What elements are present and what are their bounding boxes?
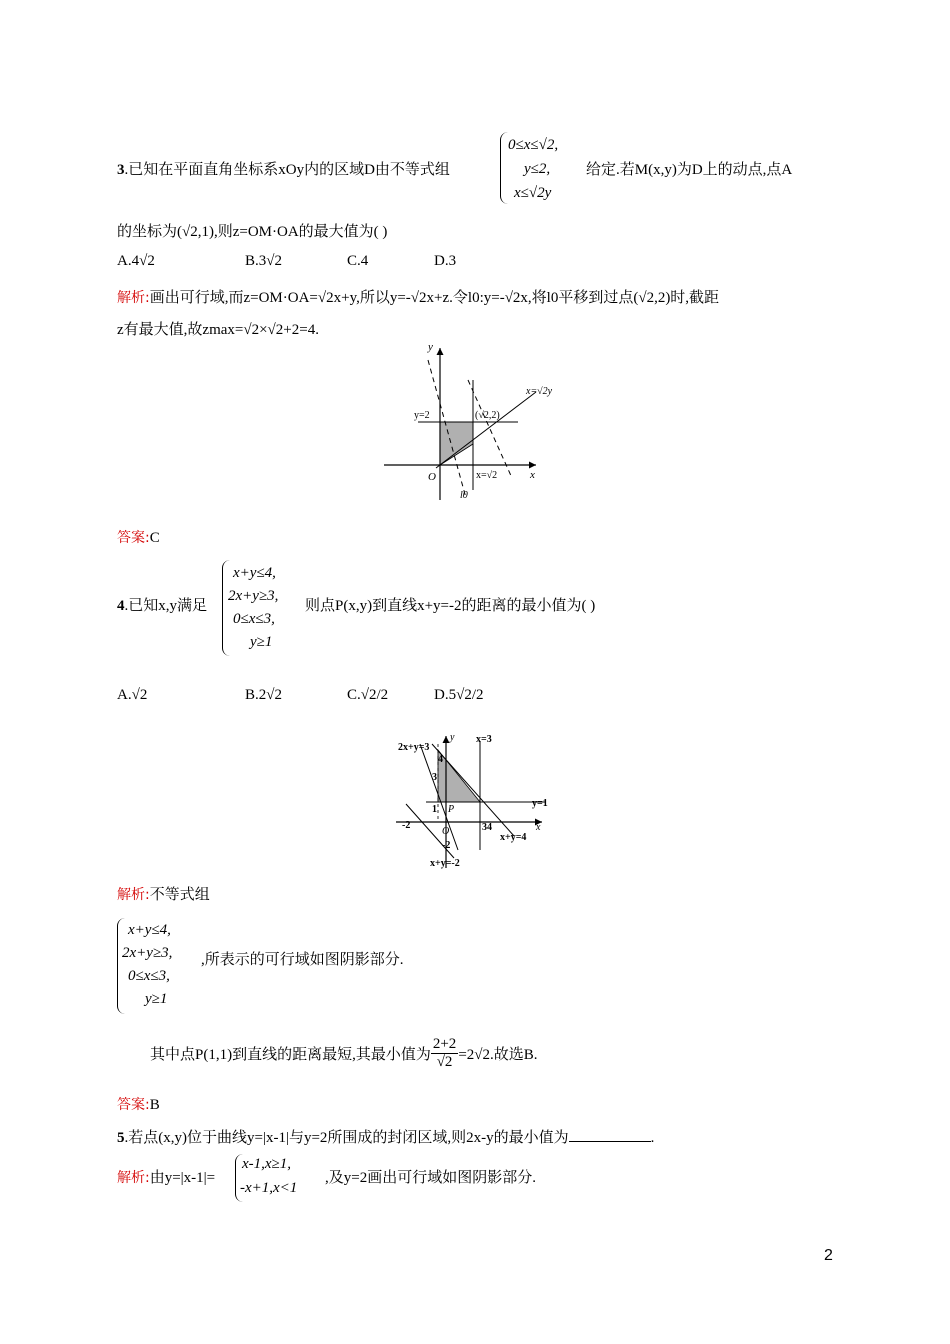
q4-analysis-row-3: 0≤x≤3,: [128, 968, 170, 984]
q4-analysis-line-3a: 其中点P(1,1)到直线的距离最短,其最小值为: [150, 1047, 431, 1063]
q3-option-a: A.4√2: [117, 253, 155, 269]
q4-option-a: A.√2: [117, 687, 148, 703]
q4-graph: [396, 730, 571, 870]
q4-answer: [117, 1094, 160, 1114]
page-number: 2: [824, 1247, 833, 1264]
q4-graph-label-y: y: [450, 732, 455, 743]
q3-graph-x-axis-label: x: [530, 469, 535, 481]
q4-graph-label-P: P: [448, 804, 455, 815]
q4-analysis-line-3: [150, 1036, 538, 1071]
q3-system-row-2: y≤2,: [524, 161, 551, 177]
q3-system-row-1: 0≤x≤√2,: [508, 137, 559, 153]
q4-stem-text-1: .已知x,y满足: [124, 598, 208, 614]
q3-option-b: B.3√2: [245, 253, 282, 269]
q3-answer: [117, 527, 160, 547]
q5-analysis-a: 由y=|x-1|=: [149, 1170, 216, 1186]
q4-analysis: [117, 883, 210, 904]
q3-analysis-label: 解析:: [117, 290, 150, 306]
q3-graph-point-label: (√2,2): [475, 410, 500, 421]
q4-number: 4: [117, 598, 125, 614]
q4-analysis-after: ,所表示的可行域如图阴影部分.: [201, 952, 404, 968]
q3-option-d: D.3: [434, 253, 457, 269]
q3-analysis: [117, 286, 719, 307]
q4-graph-label-x: x: [536, 822, 541, 833]
q5-number: 5: [117, 1130, 125, 1146]
q4-answer-value: B: [149, 1097, 160, 1113]
q4-option-b: B.2√2: [245, 687, 282, 703]
q4-graph-label-l2: x+y=4: [500, 832, 527, 843]
q4-option-c: C.√2/2: [347, 687, 389, 703]
q3-number: 3: [117, 162, 125, 178]
q4-analysis-frac-den: √2: [436, 1054, 453, 1070]
q3-analysis-line-2: z有最大值,故zmax=√2×√2+2=4.: [117, 322, 319, 338]
q4-analysis-row-1: x+y≤4,: [128, 922, 171, 938]
q4-graph-label-m2: -2: [402, 820, 411, 831]
q4-graph-label-y1: y=1: [532, 798, 548, 809]
q5-case-2: -x+1,x<1: [240, 1180, 298, 1196]
q4-graph-label-l1: 2x+y=3: [398, 742, 430, 753]
q3-stem-text-1: .已知在平面直角坐标系xOy内的区域D由不等式组: [124, 162, 450, 178]
q3-stem-text-2: 给定.若M(x,y)为D上的动点,点A: [586, 162, 793, 178]
q4-option-d: D.5√2/2: [434, 687, 484, 703]
q4-stem: [117, 594, 207, 615]
q4-analysis-row-4: y≥1: [145, 991, 168, 1007]
q3-graph-y2-label: y=2: [414, 410, 430, 421]
q3-graph-l0-label: l0: [460, 490, 468, 501]
q4-system-row-3: 0≤x≤3,: [233, 611, 275, 627]
q5-stem-end: .: [650, 1130, 655, 1146]
q5-analysis-label: 解析:: [117, 1170, 150, 1186]
q5-case-1: x-1,x≥1,: [242, 1156, 292, 1172]
q4-answer-label: 答案:: [117, 1097, 150, 1113]
q4-graph-label-l3: x+y=-2: [430, 858, 460, 869]
q4-analysis-brace: [117, 918, 126, 1014]
q3-graph: [384, 340, 554, 505]
q4-analysis-fraction: [431, 1036, 458, 1071]
q5-answer-blank: [569, 1141, 651, 1142]
q3-answer-value: C: [149, 530, 160, 546]
q4-analysis-row-2: 2x+y≥3,: [122, 945, 173, 961]
q4-graph-label-x3: x=3: [476, 734, 492, 745]
q5-analysis: [117, 1166, 215, 1187]
q4-analysis-frac-num: 2+2: [432, 1036, 457, 1052]
q4-graph-label-4: 4: [438, 754, 443, 765]
q4-system-row-4: y≥1: [250, 634, 273, 650]
q5-stem: [117, 1126, 654, 1147]
q4-graph-label-1: 1: [432, 804, 437, 815]
q4-stem-text-2: 则点P(x,y)到直线x+y=-2的距离的最小值为( ): [305, 598, 596, 614]
q3-graph-xv-label: x=√2: [476, 470, 498, 481]
q3-graph-origin: O: [428, 471, 436, 483]
q4-graph-label-3: 3: [432, 772, 437, 783]
q4-graph-label-O: O: [442, 826, 450, 837]
q3-graph-line-label: x=√2y: [526, 386, 553, 397]
q4-analysis-line-3b: =2√2.故选B.: [458, 1047, 538, 1063]
q3-stem-line-2: 的坐标为(√2,1),则z=OM·OA的最大值为( ): [117, 224, 388, 240]
q5-analysis-b: ,及y=2画出可行域如图阴影部分.: [325, 1170, 536, 1186]
q3-answer-label: 答案:: [117, 530, 150, 546]
q5-stem-text: .若点(x,y)位于曲线y=|x-1|与y=2所围成的封闭区域,则2x-y的最小值为: [124, 1130, 569, 1146]
q3-system-row-3: x≤√2y: [514, 185, 552, 201]
q4-system-brace: [222, 560, 231, 656]
q4-analysis-line-1: 不等式组: [149, 887, 210, 903]
q3-graph-y-axis-label: y: [428, 341, 433, 353]
q4-graph-label-34: 34: [482, 822, 492, 833]
q4-system-row-1: x+y≤4,: [233, 565, 276, 581]
q4-system-row-2: 2x+y≥3,: [228, 588, 279, 604]
q3-stem: [117, 158, 450, 179]
q3-analysis-line-1: 画出可行域,而z=OM·OA=√2x+y,所以y=-√2x+z.令l0:y=-√2x,将l0平移到过点(√2,2)时,截距: [149, 290, 720, 306]
q4-analysis-label: 解析:: [117, 887, 150, 903]
q3-option-c: C.4: [347, 253, 369, 269]
q4-graph-label-m2b: -2: [442, 840, 451, 851]
